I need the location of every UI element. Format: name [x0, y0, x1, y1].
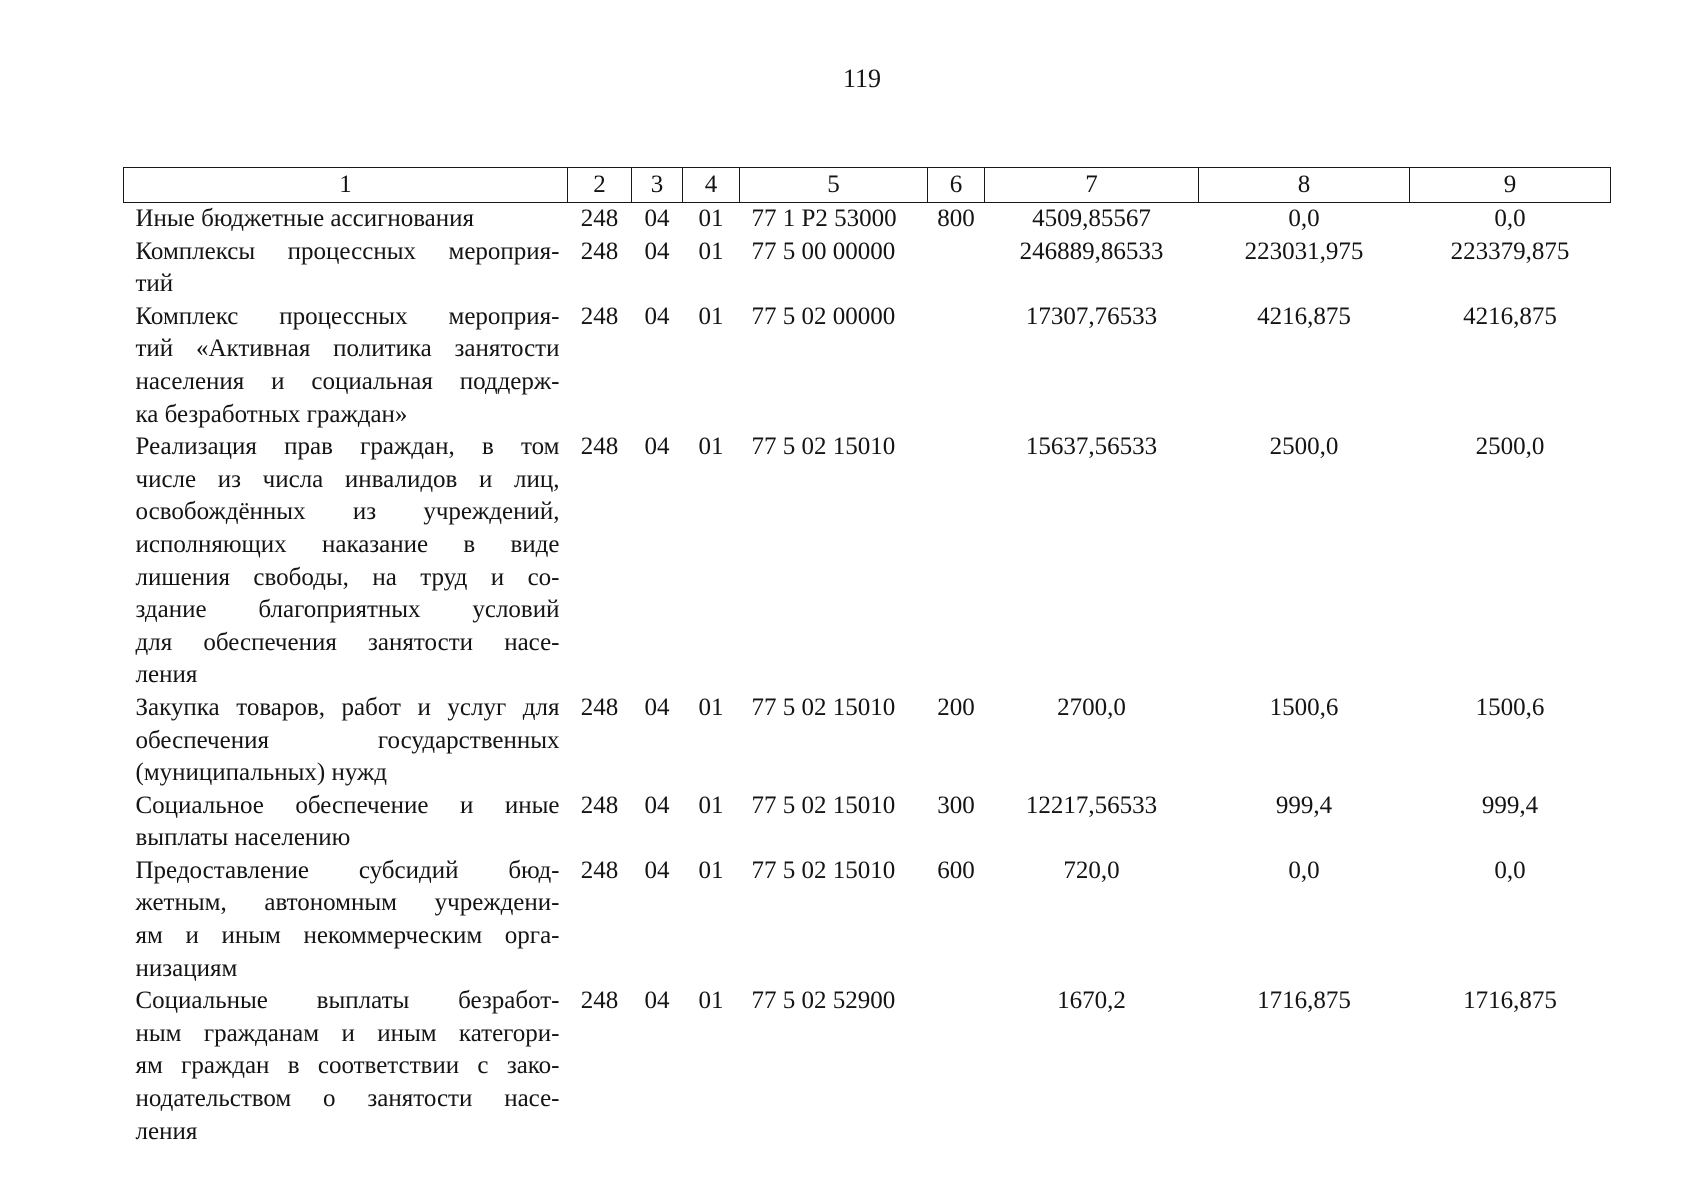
row-expense-type: 300: [937, 791, 975, 819]
row-amount-col8: 223031,975: [1244, 237, 1364, 265]
header-col-5: 5: [740, 168, 928, 203]
row-subsection-code: 01: [698, 856, 724, 884]
row-section-code: 04: [644, 433, 670, 461]
row-target-article: 77 5 00 00000: [751, 237, 896, 265]
row-target-article: 77 5 02 00000: [751, 302, 896, 330]
table-row: [124, 790, 1611, 855]
header-row: [124, 168, 1611, 203]
row-section-code: 04: [644, 987, 670, 1015]
row-amount-col7: 4509,85567: [1032, 205, 1151, 232]
row-name-line: лишения свободы, на труд и со-: [135, 563, 560, 591]
row-subsection-code: 01: [698, 205, 724, 232]
row-name-line: Социальные выплаты безработ-: [135, 987, 560, 1015]
row-name-line: ям и иным некоммерческим орга-: [135, 922, 560, 950]
row-name-line: для обеспечения занятости насе-: [135, 628, 560, 656]
row-section-code: 04: [644, 693, 670, 721]
row-name-line: Комплексы процессных мероприя-: [135, 237, 560, 265]
row-name-line: ка безработных граждан»: [135, 400, 408, 428]
row-subsection-code: 01: [698, 433, 724, 461]
table-row: [124, 985, 1611, 1148]
row-name-line: Социальное обеспечение и иные: [135, 791, 560, 819]
row-name-line: (муниципальных) нужд: [135, 759, 388, 787]
header-col-9: 9: [1410, 168, 1611, 203]
row-section-code: 04: [644, 205, 670, 232]
row-name-line: обеспечения государственных: [135, 726, 560, 754]
row-amount-col9: 0,0: [1494, 205, 1526, 232]
row-amount-col9: 4216,875: [1463, 302, 1557, 330]
row-name: [124, 431, 568, 692]
row-section-code: 04: [644, 302, 670, 330]
row-amount-col9: 1500,6: [1475, 693, 1545, 721]
row-name-line: Предоставление субсидий бюд-: [135, 856, 560, 884]
row-amount-col8: 1500,6: [1269, 693, 1339, 721]
row-expense-type: [928, 985, 985, 1148]
row-amount-col9: 0,0: [1494, 856, 1526, 884]
row-name: [124, 692, 568, 790]
row-admin-code: 248: [580, 791, 619, 819]
row-name-line: нодательством о занятости насе-: [135, 1085, 560, 1113]
row-name-line: жетным, автономным учреждени-: [135, 889, 560, 917]
row-amount-col9: 999,4: [1481, 791, 1539, 819]
row-name: [124, 236, 568, 301]
row-amount-col7: 1670,2: [1057, 987, 1126, 1015]
row-target-article: 77 5 02 15010: [751, 856, 896, 884]
table-body: [124, 203, 1611, 1149]
row-subsection-code: 01: [698, 237, 724, 265]
row-name-line: выплаты населению: [135, 824, 351, 852]
row-amount-col9: 1716,875: [1463, 987, 1557, 1015]
table-row: [124, 203, 1611, 236]
row-target-article: 77 5 02 15010: [751, 791, 896, 819]
table-row: [124, 431, 1611, 692]
row-section-code: 04: [644, 791, 670, 819]
row-amount-col9: 2500,0: [1475, 433, 1545, 461]
row-name-line: освобождённых из учреждений,: [135, 498, 560, 526]
row-name-line: населения и социальная поддерж-: [135, 367, 560, 395]
row-admin-code: 248: [580, 433, 619, 461]
table-row: [124, 692, 1611, 790]
row-name-line: ления: [135, 661, 198, 689]
row-name-line: тий: [135, 270, 174, 298]
row-target-article: 77 5 02 15010: [751, 693, 896, 721]
row-amount-col7: 720,0: [1063, 856, 1120, 884]
row-name-line: здание благоприятных условий: [135, 596, 560, 624]
row-amount-col8: 2500,0: [1269, 433, 1339, 461]
row-name: [124, 790, 568, 855]
row-expense-type: 200: [937, 693, 975, 721]
row-amount-col9: 223379,875: [1450, 237, 1570, 265]
row-subsection-code: 01: [698, 302, 724, 330]
table-header: [124, 168, 1611, 203]
row-expense-type: 600: [937, 856, 975, 884]
table-row: [124, 236, 1611, 301]
table-row: [124, 855, 1611, 985]
row-name-line: Реализация прав граждан, в том: [135, 433, 560, 461]
row-amount-col7: 17307,76533: [1025, 302, 1158, 330]
row-name: [124, 985, 568, 1148]
row-name-line: ным гражданам и иным категори-: [135, 1019, 560, 1047]
header-col-7: 7: [985, 168, 1199, 203]
row-admin-code: 248: [580, 856, 619, 884]
row-name: [124, 203, 568, 236]
row-target-article: 77 5 02 15010: [751, 433, 896, 461]
row-subsection-code: 01: [698, 987, 724, 1015]
row-name-line: Комплекс процессных мероприя-: [135, 302, 560, 330]
row-target-article: 77 1 P2 53000: [751, 205, 897, 232]
row-expense-type: 800: [937, 205, 975, 232]
header-col-4: 4: [683, 168, 740, 203]
row-admin-code: 248: [580, 205, 619, 232]
row-name-line: ления: [135, 1117, 198, 1145]
row-section-code: 04: [644, 237, 670, 265]
row-amount-col7: 15637,56533: [1025, 433, 1158, 461]
header-col-3: 3: [632, 168, 683, 203]
row-name: [124, 855, 568, 985]
header-col-2: 2: [568, 168, 632, 203]
row-amount-col7: 2700,0: [1057, 693, 1126, 721]
table-row: [124, 301, 1611, 431]
row-name-line: Иные бюджетные ассигнования: [135, 205, 475, 232]
row-section-code: 04: [644, 856, 670, 884]
header-col-1: 1: [124, 168, 568, 203]
row-admin-code: 248: [580, 693, 619, 721]
row-subsection-code: 01: [698, 791, 724, 819]
row-name-line: ям граждан в соответствии с зако-: [135, 1052, 560, 1080]
row-amount-col8: 999,4: [1275, 791, 1333, 819]
row-name-line: низациям: [135, 954, 238, 982]
row-admin-code: 248: [580, 987, 619, 1015]
budget-table: [123, 167, 1611, 1148]
row-name-line: Закупка товаров, работ и услуг для: [135, 693, 560, 721]
row-subsection-code: 01: [698, 693, 724, 721]
row-expense-type: [928, 301, 985, 431]
row-name-line: тий «Активная политика занятости: [135, 335, 560, 363]
row-admin-code: 248: [580, 302, 619, 330]
header-col-6: 6: [928, 168, 985, 203]
row-amount-col8: 0,0: [1288, 856, 1320, 884]
row-expense-type: [928, 431, 985, 692]
row-amount-col8: 0,0: [1288, 205, 1320, 232]
row-target-article: 77 5 02 52900: [751, 987, 896, 1015]
row-expense-type: [928, 236, 985, 301]
header-col-8: 8: [1199, 168, 1410, 203]
row-amount-col7: 246889,86533: [1019, 237, 1164, 265]
row-name-line: исполняющих наказание в виде: [135, 530, 560, 558]
row-name-line: числе из числа инвалидов и лиц,: [135, 465, 560, 493]
row-amount-col8: 1716,875: [1257, 987, 1351, 1015]
row-amount-col7: 12217,56533: [1025, 791, 1158, 819]
page-number: 119: [842, 64, 882, 93]
row-amount-col8: 4216,875: [1257, 302, 1351, 330]
row-name: [124, 301, 568, 431]
row-admin-code: 248: [580, 237, 619, 265]
